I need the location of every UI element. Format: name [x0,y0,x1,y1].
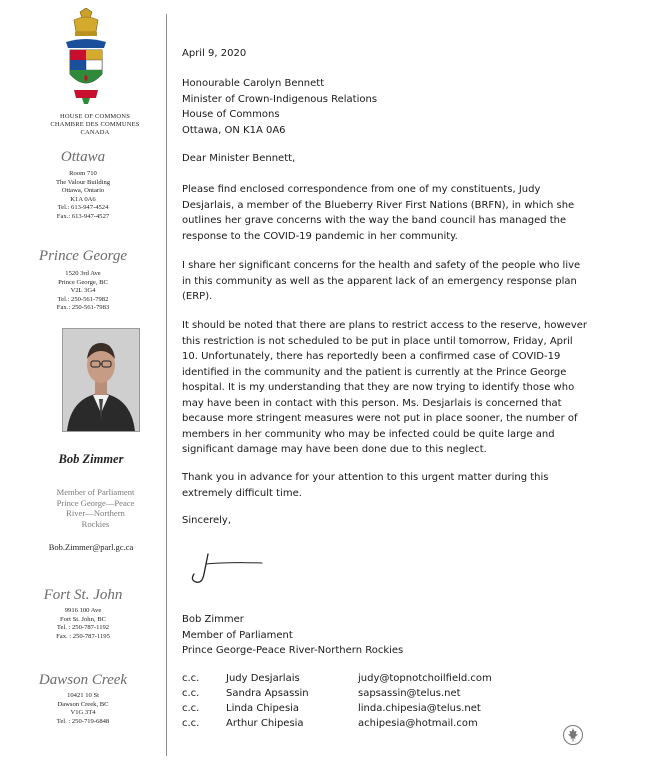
house-line-en: HOUSE OF COMMONS [59,113,131,120]
address-line: 10421 10 St [67,692,99,699]
prince-george-city-heading: Prince George [38,248,128,264]
signer-block [182,612,612,659]
letter-date: April 9, 2020 [182,48,247,59]
signer-line: Prince George-Peace River-Northern Rockies [182,645,404,656]
sidebar-email[interactable]: Bob.Zimmer@parl.gc.ca [48,542,134,552]
address-line: Fax. : 250-787-1195 [56,632,110,640]
sidebar-mp-name: Bob Zimmer [58,452,124,466]
address-line: Fax.: 613-947-4527 [56,212,110,220]
paragraph-line: (ERP). [182,291,213,302]
ottawa-city-heading: Ottawa [60,149,106,165]
paragraph-line: Please find enclosed correspondence from one of my constituents, Judy [182,184,541,195]
paragraph-line: extremely difficult time. [182,487,302,499]
closing: Sincerely, [182,515,232,526]
paragraph-line: significant damage may have been done due to this neglect. [182,444,487,455]
cc-name: Judy Desjarlais [226,673,300,684]
address-line: Dawson Creek, BC [57,700,109,708]
cc-name: Linda Chipesia [226,703,300,714]
address-line: V1G 3T4 [70,709,96,717]
cc-label: c.c. [182,673,200,684]
paragraph-2 [182,258,612,305]
cc-row [182,703,612,718]
recipient-line: Honourable Carolyn Bennett [182,78,325,89]
cc-email[interactable]: linda.chipesia@telus.net [358,703,481,714]
address-line: Ottawa, Ontario [61,187,105,195]
address-line: Fax.: 250-561-7983 [56,304,110,312]
cc-email[interactable]: achipesia@hotmail.com [358,718,478,729]
signer-line: Bob Zimmer [182,614,244,625]
fort-st-john-city-heading: Fort St. John [43,587,123,603]
house-of-commons-label [50,113,140,137]
cc-email[interactable]: sapsassin@telus.net [358,688,461,699]
address-line: Tel. : 250-719-6848 [56,717,110,725]
address-line: Room 710 [69,170,97,177]
mp-title-line: Member of Parliament [56,487,135,497]
paragraph-line: in this community as well as the apparent lack of an emergency response plan [182,275,577,287]
paragraph-3 [182,318,612,458]
paragraph-line: I share her significant concerns for the health and safety of the people who live [182,260,581,271]
prince-george-address [0,270,166,313]
address-line: Tel.: 250-561-7982 [57,295,109,303]
mp-title-line: Rockies [81,518,110,529]
address-line: V2L 3G4 [70,287,96,295]
address-line: 9916 100 Ave [64,607,102,614]
paragraph-line: because more stringent measures were not put in place sooner, the number of [182,413,578,424]
paragraph-line: may have been in contact with this person. Ms. Desjarlais is concerned that [182,397,562,409]
paragraph-1 [182,182,612,244]
cc-name: Sandra Apsassin [226,688,309,699]
house-line-country: CANADA [80,129,110,136]
recipient-line: Minister of Crown-Indigenous Relations [182,93,378,105]
letterhead-sidebar [0,0,166,768]
handwritten-signature [186,550,266,590]
address-line: K1A 0A6 [70,195,96,203]
paragraph-line: Thank you in advance for your attention to this urgent matter during this [182,472,549,483]
paragraph-line: identified in the community and the patient is currently at the Prince George [182,366,567,378]
address-line: 1520 3rd Ave [65,270,101,277]
paragraph-line: response to the COVID-19 pandemic in her community. [182,230,458,242]
maple-leaf-recycle-icon [562,724,584,746]
address-line: Prince George, BC [58,278,108,286]
cc-label: c.c. [182,718,200,729]
cc-row [182,688,612,703]
dawson-creek-city-heading: Dawson Creek [38,672,128,688]
address-line: Tel.: 613-947-4524 [57,204,109,212]
house-line-fr: CHAMBRE DES COMMUNES [50,121,140,128]
paragraph-4 [182,470,612,501]
portrait-icon [63,329,139,431]
mp-title-line: Prince George—Peace [56,497,135,508]
coat-of-arms-icon [60,8,112,106]
salutation: Dear Minister Bennett, [182,153,296,164]
address-line: The Valour Building [55,178,111,186]
paragraph-line: Desjarlais, a member of the Blueberry River First Nations (BRFN), in which she [182,199,575,211]
ottawa-address [0,170,166,222]
mp-portrait-photo [62,328,140,432]
vertical-divider [166,14,167,756]
paragraph-line: hospital. It is my understanding that they are now trying to identify those who [182,382,575,393]
paragraph-line: members in her community who may be infected could be quite large and [182,428,555,440]
signer-line: Member of Parliament [182,629,293,641]
cc-row [182,718,612,733]
address-line: Fort St. John, BC [60,615,106,623]
cc-row [182,673,612,688]
recipient-block [182,76,612,138]
cc-email[interactable]: judy@topnotchoilfield.com [358,673,492,684]
mp-title-line: River—Northern [66,508,125,519]
dawson-creek-address [0,692,166,726]
recipient-line: Ottawa, ON K1A 0A6 [182,124,286,136]
cc-label: c.c. [182,703,200,714]
paragraph-line: this restriction is not scheduled to be put in place until tomorrow, Friday, April [182,335,573,347]
address-line: Tel. : 250-787-1192 [56,624,110,632]
fort-st-john-address [0,607,166,641]
paragraph-line: 10. Unfortunately, there has reportedly been a confirmed case of COVID-19 [182,351,561,362]
paragraph-line: outlines her grave concerns with the way the band council has managed the [182,215,567,226]
mp-title [28,487,163,529]
paragraph-line: It should be noted that there are plans to restrict access to the reserve, however [182,320,588,331]
cc-name: Arthur Chipesia [226,718,304,729]
cc-label: c.c. [182,688,200,699]
recipient-line: House of Commons [182,109,280,120]
